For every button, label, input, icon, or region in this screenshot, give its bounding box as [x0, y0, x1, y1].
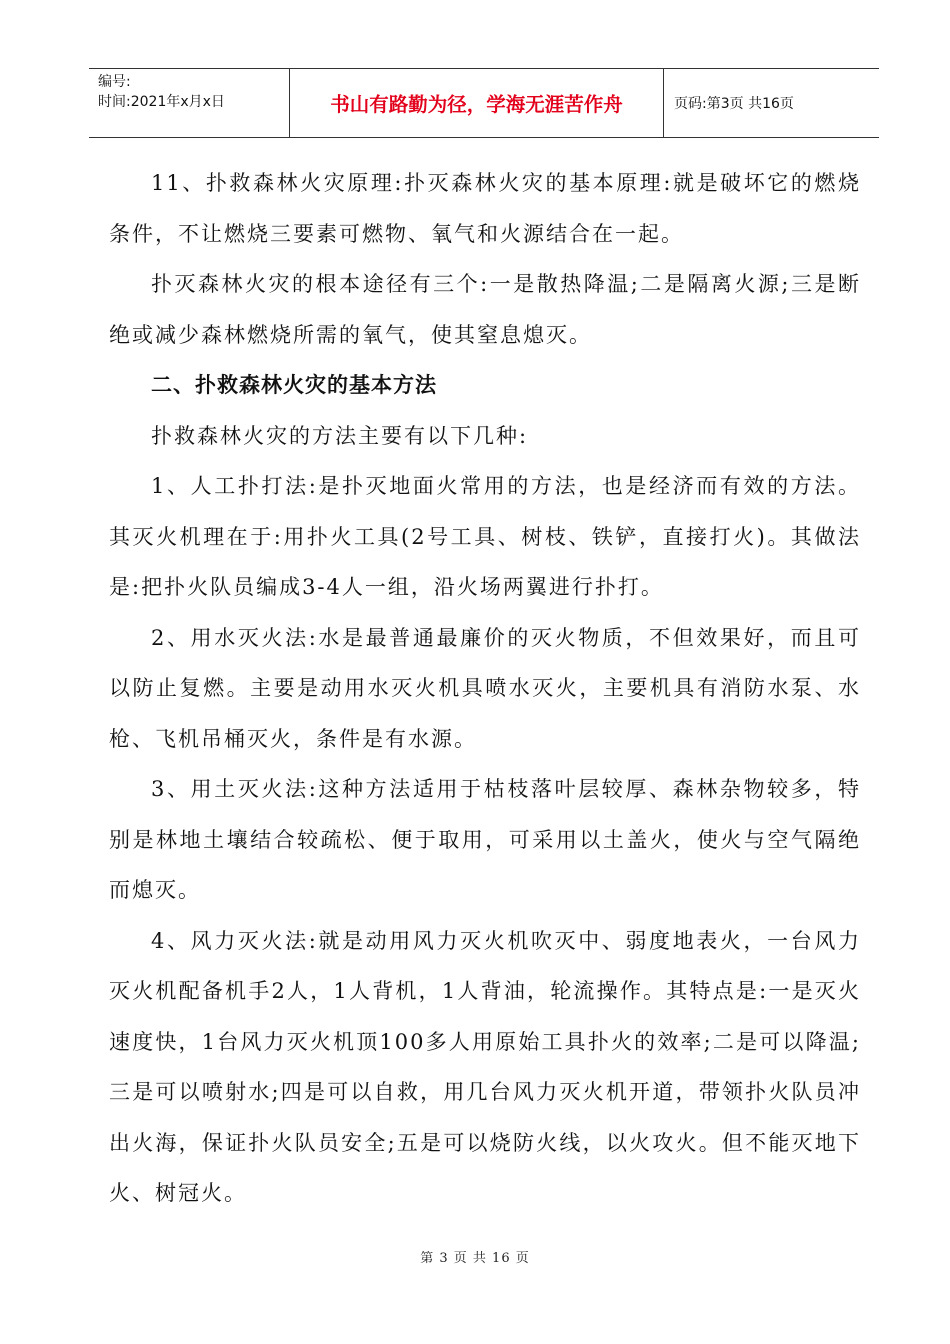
paragraph-method-soil: 3、用土灭火法:这种方法适用于枯枝落叶层较厚、森林杂物较多，特别是林地土壤结合较疏松、便于取用，可采用以土盖火，使火与空气隔绝而熄灭。 — [109, 777, 861, 902]
page-footer: 第 3 页 共 16 页 — [420, 1251, 530, 1266]
document-number-label: 编号: — [98, 74, 131, 90]
document-time-label: 时间:2021年x月x日 — [98, 94, 225, 110]
header-meta-cell — [89, 69, 290, 137]
section-heading: 二、扑救森林火灾的基本方法 — [151, 373, 437, 397]
page-header — [89, 68, 879, 138]
header-page-cell — [664, 69, 879, 137]
paragraph-method-wind: 4、风力灭火法:就是动用风力灭火机吹灭中、弱度地表火，一台风力灭火机配备机手2人，1人背机，1人背油，轮流操作。其特点是:一是灭火速度快，1台风力灭火机顶100多人用原始工具扑火的效率;二是可以降温;三是可以喷射水;四是可以自救，用几台风力灭火机开道，带领扑火队员冲出火海，保证扑火队员安全;五是可以烧防火线，以火攻火。但不能灭地下火、树冠火。 — [109, 928, 861, 1205]
paragraph-principle: 11、扑救森林火灾原理:扑灭森林火灾的基本原理:就是破坏它的燃烧条件，不让燃烧三要素可燃物、氧气和火源结合在一起。 — [109, 171, 861, 246]
header-motto: 书山有路勤为径，学海无涯苦作舟 — [330, 93, 623, 116]
paragraph-fundamental-ways: 扑灭森林火灾的根本途径有三个:一是散热降温;二是隔离火源;三是断绝或减少森林燃烧所需的氧气，使其窒息熄灭。 — [109, 272, 861, 347]
paragraph-method-water: 2、用水灭火法:水是最普通最廉价的灭火物质，不但效果好，而且可以防止复燃。主要是动用水灭火机具喷水灭火，主要机具有消防水泵、水枪、飞机吊桶灭火，条件是有水源。 — [109, 625, 861, 751]
paragraph-method-manual: 1、人工扑打法:是扑灭地面火常用的方法，也是经济而有效的方法。其灭火机理在于:用扑火工具(2号工具、树枝、铁铲，直接打火)。其做法是:把扑火队员编成3-4人一组，沿火场两翼进行扑打。 — [109, 474, 861, 599]
document-body — [109, 158, 861, 1219]
header-page-code: 页码:第3页 共16页 — [674, 96, 794, 112]
paragraph-methods-intro: 扑救森林火灾的方法主要有以下几种: — [151, 423, 529, 448]
header-motto-cell — [290, 69, 664, 137]
